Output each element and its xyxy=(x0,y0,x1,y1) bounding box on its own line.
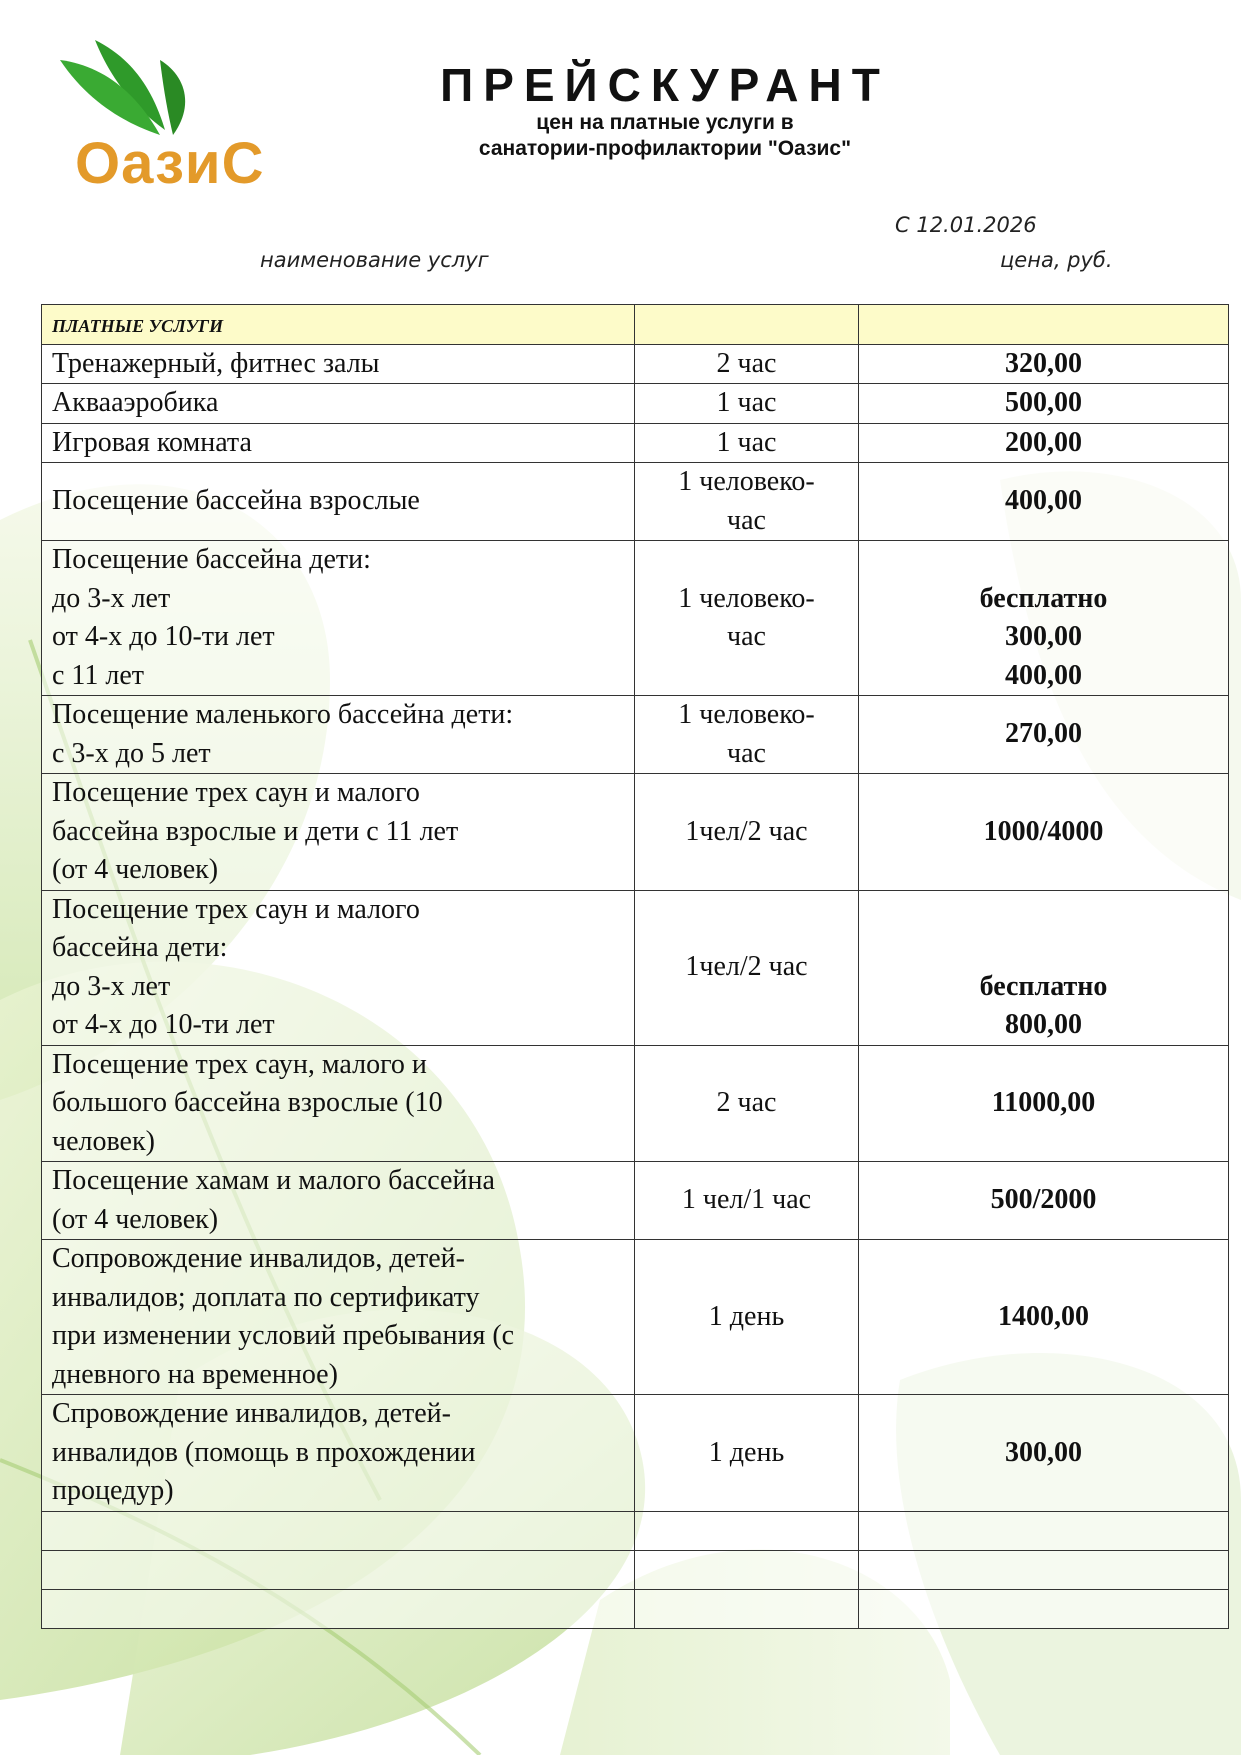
section-row xyxy=(42,305,1229,345)
service-unit-text: 1 человеко- xyxy=(678,699,815,730)
empty-cell xyxy=(635,1511,859,1550)
service-price-cell xyxy=(859,1240,1229,1395)
table-row xyxy=(42,1162,1229,1240)
empty-cell xyxy=(42,1511,635,1550)
subtitle-line-1: цен на платные услуги в xyxy=(536,111,794,134)
service-name-cell xyxy=(42,384,635,424)
section-label: ПЛАТНЫЕ УСЛУГИ xyxy=(52,316,224,336)
service-unit-cell xyxy=(635,696,859,774)
column-header-name: наименование услуг xyxy=(260,248,489,272)
empty-cell xyxy=(42,1550,635,1589)
service-name-text: при изменении условий пребывания (с xyxy=(52,1320,515,1351)
service-name-text: до 3-х лет xyxy=(52,582,171,614)
service-unit-cell xyxy=(635,541,859,696)
effective-date: С 12.01.2026 xyxy=(895,213,1037,237)
service-name-text: (от 4 человек) xyxy=(52,1203,219,1235)
service-price-text: 1000/4000 xyxy=(983,815,1104,847)
service-price-text: 320,00 xyxy=(1005,347,1082,379)
service-unit-cell xyxy=(635,774,859,891)
service-price-text: 500,00 xyxy=(1005,387,1082,418)
empty-cell xyxy=(859,1550,1229,1589)
service-price-text: 400,00 xyxy=(1005,485,1082,517)
service-name-text: инвалидов (помощь в прохождении xyxy=(52,1436,476,1468)
service-name-cell xyxy=(42,344,635,384)
service-price-text: 200,00 xyxy=(1005,426,1082,458)
service-price-text: 400,00 xyxy=(1005,659,1082,691)
oasis-logo xyxy=(55,35,305,195)
service-name-cell xyxy=(42,423,635,463)
subtitle-line-2: санатории-профилактории "Оазис" xyxy=(478,137,852,160)
service-price-cell xyxy=(859,344,1229,384)
service-name-text: инвалидов; доплата по сертификату xyxy=(52,1281,480,1313)
service-name-text: процедур) xyxy=(52,1475,174,1506)
table-row xyxy=(42,463,1229,541)
service-price-text: 800,00 xyxy=(1005,1009,1082,1040)
empty-row xyxy=(42,1511,1229,1550)
empty-cell xyxy=(42,1589,635,1628)
service-name-text: бассейна взрослые и дети с 11 лет xyxy=(52,815,459,847)
service-price-text: 1400,00 xyxy=(998,1300,1089,1332)
empty-row xyxy=(42,1589,1229,1628)
service-price-cell xyxy=(859,1045,1229,1162)
service-name-text: Аквааэробика xyxy=(52,387,219,418)
empty-cell xyxy=(859,1511,1229,1550)
service-price-text: бесплатно xyxy=(979,970,1108,1002)
service-price-cell xyxy=(859,384,1229,424)
empty-row xyxy=(42,1550,1229,1589)
service-price-text: 500/2000 xyxy=(990,1184,1097,1216)
service-unit-text: 1чел/2 час xyxy=(685,951,808,983)
service-name-text: с 3-х до 5 лет xyxy=(52,737,211,769)
service-name-text: с 11 лет xyxy=(52,659,145,691)
service-name-cell xyxy=(42,696,635,774)
service-price-text: 270,00 xyxy=(1005,718,1082,750)
section-empty-cell xyxy=(859,305,1229,345)
service-unit-text: 2 час xyxy=(716,347,777,379)
table-row xyxy=(42,1045,1229,1162)
service-price-cell xyxy=(859,541,1229,696)
table-row xyxy=(42,384,1229,424)
service-name-text: Посещение трех саун, малого и xyxy=(52,1048,427,1080)
service-name-text: Спровождение инвалидов, детей- xyxy=(52,1398,451,1429)
document-header xyxy=(380,60,950,162)
service-unit-cell xyxy=(635,423,859,463)
section-empty-cell xyxy=(635,305,859,345)
service-unit-cell xyxy=(635,1045,859,1162)
service-name-text: Тренажерный, фитнес залы xyxy=(52,347,380,379)
service-unit-text: 1 день xyxy=(708,1300,785,1332)
service-name-text: Посещение хамам и малого бассейна xyxy=(52,1165,495,1196)
logo-text: ОазиС xyxy=(75,131,265,196)
service-unit-cell xyxy=(635,1162,859,1240)
service-price-cell xyxy=(859,1162,1229,1240)
column-header-price: цена, руб. xyxy=(1000,248,1113,272)
service-unit-text: час xyxy=(727,621,766,652)
service-name-text: Посещение бассейна дети: xyxy=(52,544,371,575)
service-name-cell xyxy=(42,541,635,696)
service-unit-text: 2 час xyxy=(716,1087,777,1118)
service-unit-text: 1 час xyxy=(716,387,777,418)
empty-cell xyxy=(859,1589,1229,1628)
service-name-text: большого бассейна взрослые (10 xyxy=(52,1087,443,1118)
service-name-cell xyxy=(42,1045,635,1162)
table-row xyxy=(42,344,1229,384)
service-name-cell xyxy=(42,1395,635,1512)
service-price-cell xyxy=(859,890,1229,1045)
page-title: ПРЕЙСКУРАНТ xyxy=(440,59,890,111)
service-unit-text: 1 человеко- xyxy=(678,466,815,497)
service-name-text: Посещение бассейна взрослые xyxy=(52,485,420,517)
empty-cell xyxy=(635,1589,859,1628)
table-row xyxy=(42,1395,1229,1512)
section-label-cell xyxy=(42,305,635,345)
service-name-text: дневного на временное) xyxy=(52,1358,338,1390)
table-row xyxy=(42,890,1229,1045)
service-unit-text: час xyxy=(727,504,766,536)
service-name-text: бассейна дети: xyxy=(52,932,228,963)
service-price-text: 11000,00 xyxy=(991,1087,1096,1118)
service-price-cell xyxy=(859,696,1229,774)
service-unit-cell xyxy=(635,384,859,424)
service-price-cell xyxy=(859,774,1229,891)
service-name-text: от 4-х до 10-ти лет xyxy=(52,1009,275,1040)
table-row xyxy=(42,423,1229,463)
leaf-logo-icon xyxy=(55,35,255,145)
service-unit-cell xyxy=(635,1395,859,1512)
service-unit-text: 1 чел/1 час xyxy=(681,1184,812,1216)
service-unit-cell xyxy=(635,1240,859,1395)
service-price-cell xyxy=(859,1395,1229,1512)
service-name-cell xyxy=(42,774,635,891)
service-unit-text: час xyxy=(727,737,766,769)
table-row xyxy=(42,774,1229,891)
price-table xyxy=(41,304,1229,1629)
service-name-text: Посещение маленького бассейна дети: xyxy=(52,699,514,730)
service-unit-cell xyxy=(635,463,859,541)
service-price-cell xyxy=(859,463,1229,541)
service-price-text: 300,00 xyxy=(1005,621,1082,652)
service-name-text: Посещение трех саун и малого xyxy=(52,777,420,808)
service-name-text: Сопровождение инвалидов, детей- xyxy=(52,1243,465,1274)
service-unit-text: 1 день xyxy=(708,1436,785,1468)
service-price-cell xyxy=(859,423,1229,463)
service-name-text: Игровая комната xyxy=(52,426,252,458)
service-name-cell xyxy=(42,1162,635,1240)
service-name-cell xyxy=(42,1240,635,1395)
empty-cell xyxy=(635,1550,859,1589)
service-unit-text: 1чел/2 час xyxy=(685,815,808,847)
service-name-text: от 4-х до 10-ти лет xyxy=(52,621,275,652)
service-unit-text: 1 час xyxy=(716,426,777,458)
service-unit-cell xyxy=(635,344,859,384)
service-name-cell xyxy=(42,890,635,1045)
table-row xyxy=(42,541,1229,696)
service-name-text: (от 4 человек) xyxy=(52,854,219,885)
service-name-text: человек) xyxy=(52,1125,155,1157)
table-row xyxy=(42,696,1229,774)
service-unit-text: 1 человеко- xyxy=(678,582,815,614)
service-price-text: бесплатно xyxy=(979,582,1108,614)
service-name-text: до 3-х лет xyxy=(52,970,171,1002)
service-price-text: 300,00 xyxy=(1005,1436,1082,1468)
service-name-cell xyxy=(42,463,635,541)
table-row xyxy=(42,1240,1229,1395)
service-unit-cell xyxy=(635,890,859,1045)
service-name-text: Посещение трех саун и малого xyxy=(52,893,420,925)
